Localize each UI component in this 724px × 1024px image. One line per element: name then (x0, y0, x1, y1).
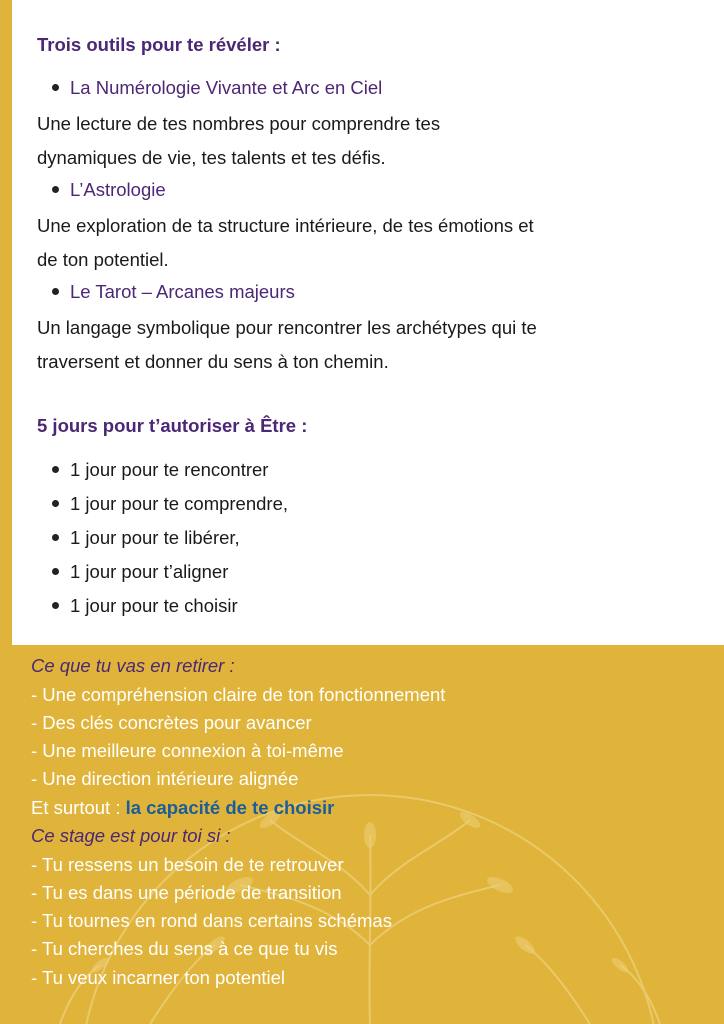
day-text: 1 jour pour te choisir (70, 595, 238, 616)
tool-item-astrologie (52, 179, 166, 201)
bullet-icon (52, 534, 59, 541)
surtout-line (31, 797, 334, 819)
description-line: dynamiques de vie, tes talents et tes défis. (37, 147, 386, 168)
tool-description-tarot (37, 311, 697, 379)
tool-name: Le Tarot – Arcanes majeurs (70, 281, 295, 302)
day-text: 1 jour pour te libérer, (70, 527, 240, 548)
tool-name: La Numérologie Vivante et Arc en Ciel (70, 77, 383, 98)
bullet-icon (52, 602, 59, 609)
for-you-item: - Tu veux incarner ton potentiel (31, 967, 286, 988)
bullet-icon (52, 186, 59, 193)
description-line: Une lecture de tes nombres pour comprendre tes (37, 113, 441, 134)
bullet-icon (52, 500, 59, 507)
day-item (52, 595, 238, 617)
tools-heading: Trois outils pour te révéler : (37, 34, 281, 55)
surtout-highlight: la capacité de te choisir (125, 797, 335, 818)
surtout-prefix: Et surtout : (31, 797, 126, 818)
day-item (52, 561, 228, 583)
tool-description-numerologie (37, 107, 697, 175)
for-you-item: - Tu cherches du sens à ce que tu vis (31, 938, 338, 959)
tool-name: L’Astrologie (70, 179, 166, 200)
benefit-item: - Une compréhension claire de ton fonctionnement (31, 684, 446, 705)
tool-description-astrologie (37, 209, 697, 277)
benefits-title: Ce que tu vas en retirer : (31, 655, 235, 676)
tool-item-tarot (52, 281, 295, 303)
for-you-title: Ce stage est pour toi si : (31, 825, 231, 846)
day-text: 1 jour pour te rencontrer (70, 459, 269, 480)
description-line: de ton potentiel. (37, 249, 169, 270)
bullet-icon (52, 568, 59, 575)
description-line: Une exploration de ta structure intérieure, de tes émotions et (37, 215, 534, 236)
for-you-item: - Tu tournes en rond dans certains schémas (31, 910, 392, 931)
bullet-icon (52, 84, 59, 91)
for-you-item: - Tu ressens un besoin de te retrouver (31, 854, 344, 875)
days-heading: 5 jours pour t’autoriser à Être : (37, 415, 308, 436)
bullet-icon (52, 288, 59, 295)
tool-item-numerologie (52, 77, 382, 99)
bullet-icon (52, 466, 59, 473)
left-gold-stripe (0, 0, 12, 645)
for-you-item: - Tu es dans une période de transition (31, 882, 342, 903)
day-text: 1 jour pour t’aligner (70, 561, 229, 582)
benefit-item: - Des clés concrètes pour avancer (31, 712, 312, 733)
description-line: traversent et donner du sens à ton chemin. (37, 351, 389, 372)
benefit-item: - Une meilleure connexion à toi-même (31, 740, 344, 761)
day-item (52, 493, 288, 515)
description-line: Un langage symbolique pour rencontrer les archétypes qui te (37, 317, 537, 338)
day-item (52, 459, 268, 481)
day-text: 1 jour pour te comprendre, (70, 493, 289, 514)
day-item (52, 527, 240, 549)
benefit-item: - Une direction intérieure alignée (31, 768, 299, 789)
